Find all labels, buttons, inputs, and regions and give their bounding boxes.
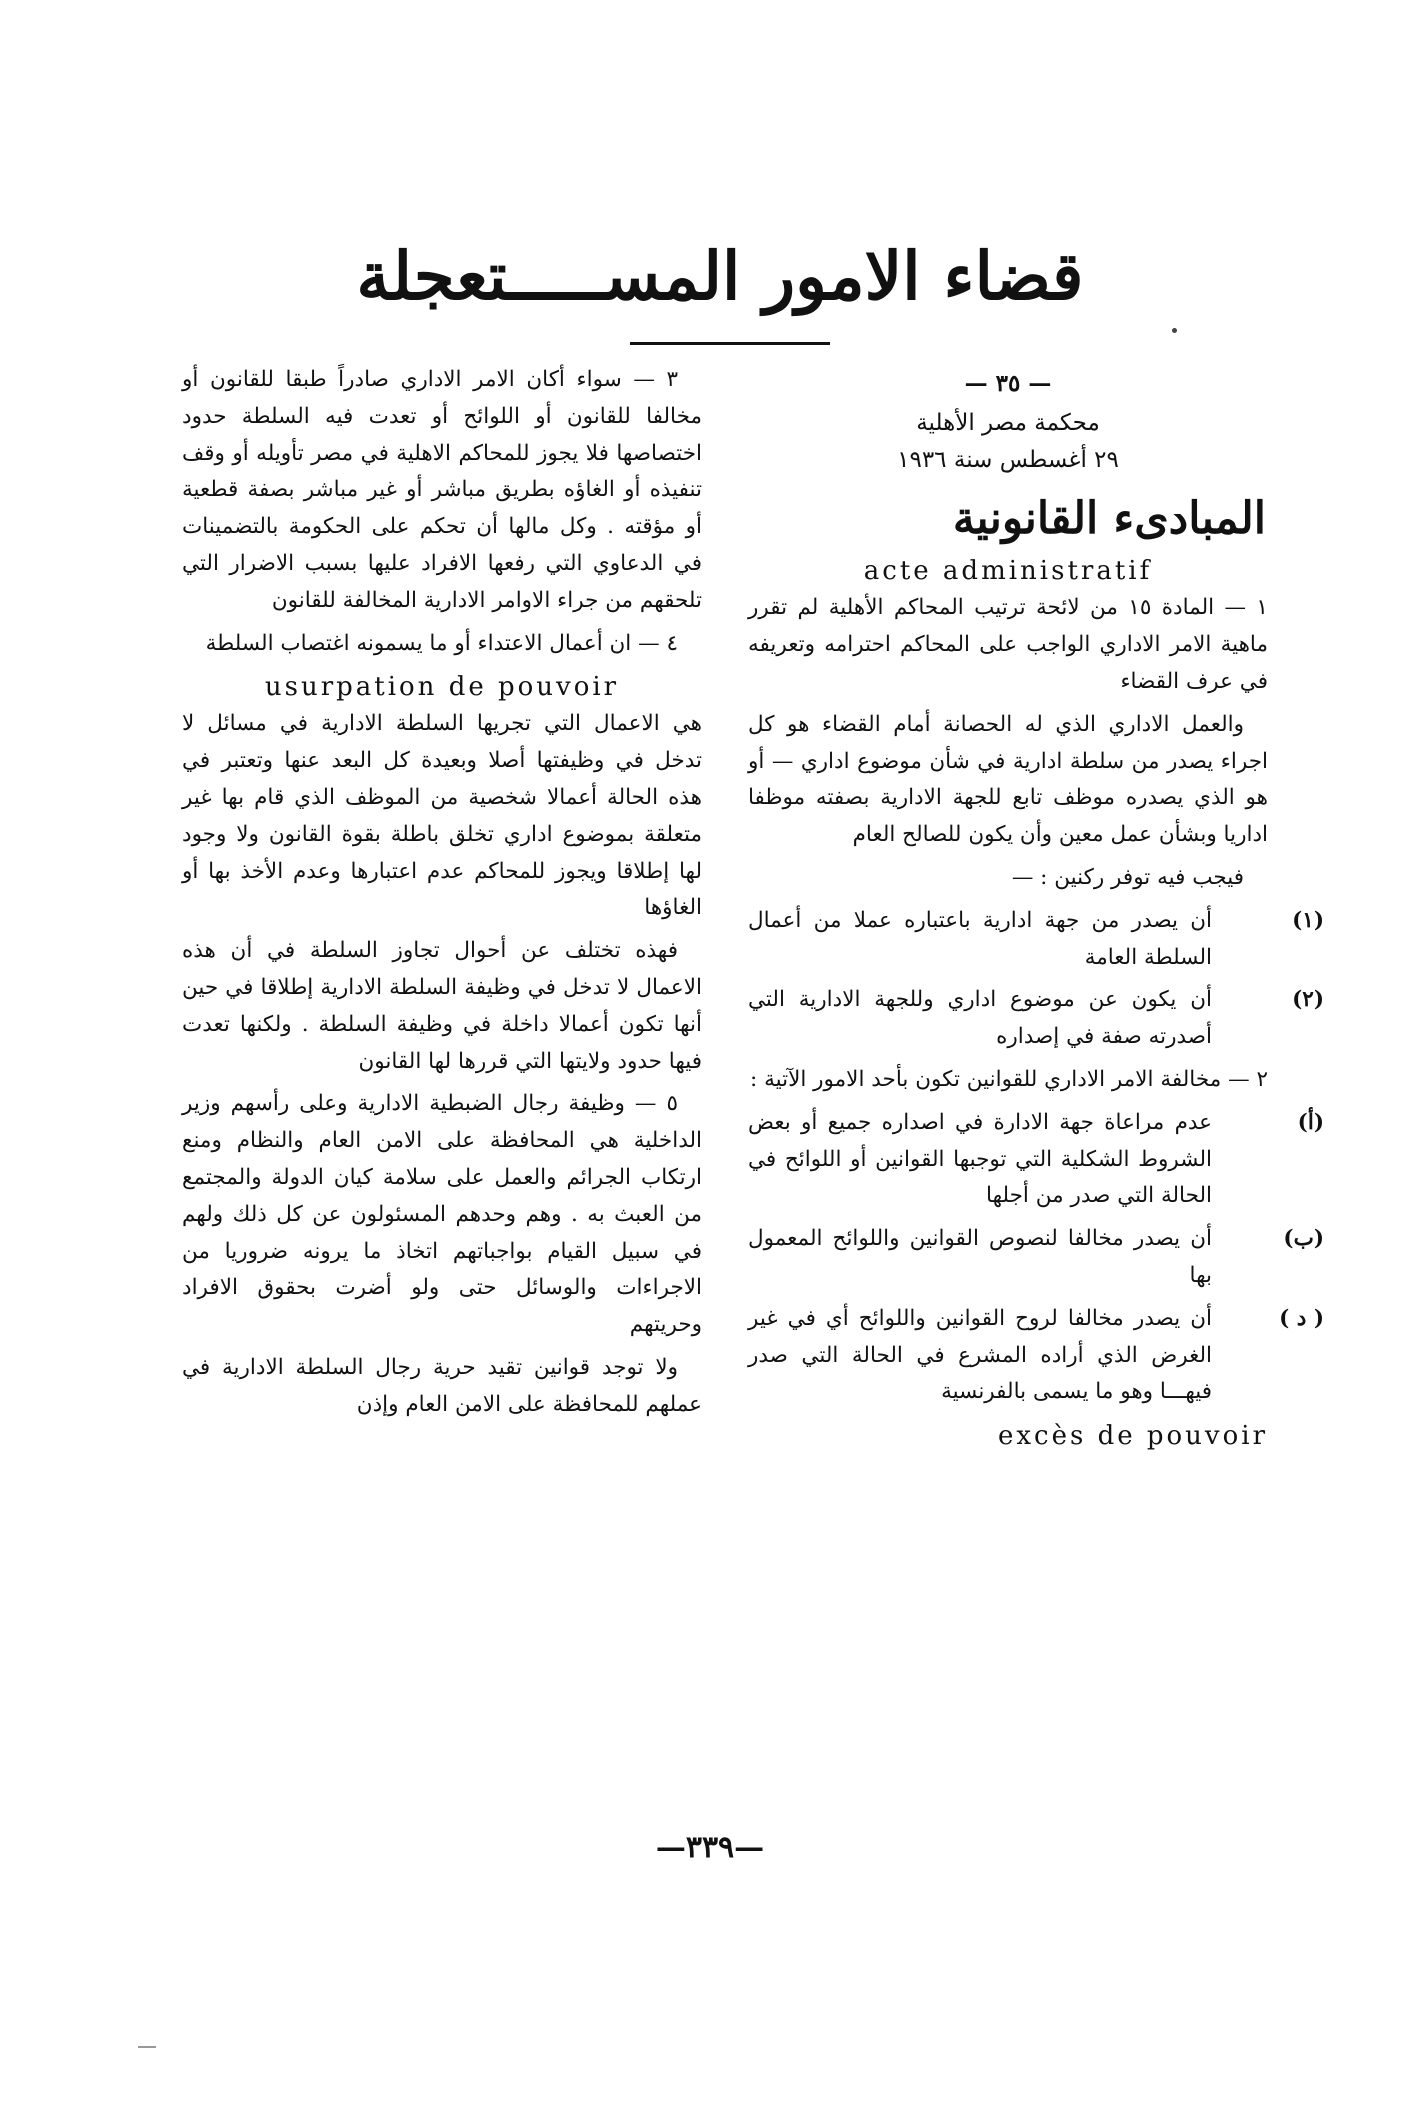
ink-dot xyxy=(1172,328,1177,333)
pillar-1 xyxy=(748,903,1324,977)
judgment-date: ٢٩ أغسطس سنة ١٩٣٦ xyxy=(897,446,1119,473)
case-a-number: (أ) xyxy=(1297,1109,1324,1135)
court-name: محكمة مصر الأهلية xyxy=(916,409,1100,436)
pillar-2-number: (٢) xyxy=(1292,987,1324,1013)
principle-4-body: هي الاعمال التي تجريها السلطة الادارية في مسائل لا تدخل في وظيفتها أصلا وبعيدة كل البعد عنها وتعتبر في هذه الحالة أعمالا شخصية من الموظف الذي قام بها غير متعلقة بموضوع اداري تخلق باطلة بقوة القانون ولا وجود لها إطلاقا ويجوز للمحاكم عدم اعتبارها وعدم الأخذ بها أو الغاؤها xyxy=(182,711,702,921)
case-number: — ٣٥ — xyxy=(964,370,1052,397)
page-title: قضاء الامور المســـــتعجلة xyxy=(356,237,1084,315)
case-d xyxy=(748,1301,1324,1411)
pillar-2 xyxy=(748,982,1324,1056)
principle-4-intro: ٤ — ان أعمال الاعتداء أو ما يسمونه اغتصاب السلطة xyxy=(205,630,678,656)
principles-heading: المبادىء القانونية xyxy=(952,493,1266,545)
latin-term-exces: excès de pouvoir xyxy=(997,1421,1268,1452)
case-a xyxy=(748,1105,1324,1215)
case-b xyxy=(748,1221,1324,1295)
principle-1-definition: والعمل الاداري الذي له الحصانة أمام القضاء هو كل اجراء يصدر من سلطة ادارية في شأن موضوع اداري — أو هو الذي يصدره موظف تابع للجهة الادارية بصفته موظفا اداريا وبشأن عمل معين وأن يكون للصالح العام xyxy=(748,711,1268,848)
page-number: —٣٣٩— xyxy=(655,1830,765,1865)
left-column xyxy=(182,362,702,1430)
principle-4-distinction: فهذه تختلف عن أحوال تجاوز السلطة في أن هذه الاعمال لا تدخل في وظيفة السلطة الادارية إطلاقا في حين أنها تكون أعمالا داخلة في وظيفة السلطة . ولكنها تعدت فيها حدود ولايتها التي قررها لها القانون xyxy=(182,938,702,1074)
right-column xyxy=(748,362,1324,1455)
principle-5: ٥ — وظيفة رجال الضبطية الادارية وعلى رأسهم وزير الداخلية هي المحافظة على الامن العام والنظام ومنع ارتكاب الجرائم والعمل على سلامة كيان الدولة والمجتمع من العبث به . وهم وحدهم المسئولون عن كل ذلك ولهم في سبيل القيام بواجباتهم اتخاذ ما يرونه ضروريا من الاجراءات والوسائل حتى ولو أضرت بحقوق الافراد وحريتهم xyxy=(182,1091,702,1338)
case-b-number: (ب) xyxy=(1283,1226,1324,1252)
case-a-text: عدم مراعاة جهة الادارة في اصداره جميع أو بعض الشروط الشكلية التي توجبها القوانين أو اللوائح في الحالة التي صدر من أجلها xyxy=(748,1109,1212,1209)
title-underline xyxy=(630,342,830,345)
scan-edge-mark xyxy=(138,2046,156,2048)
pillar-1-text: أن يصدر من جهة ادارية باعتباره عملا من أعمال السلطة العامة xyxy=(748,907,1212,970)
principle-5-continued: ولا توجد قوانين تقيد حرية رجال السلطة الادارية في عملهم للمحافظة على الامن العام وإذن xyxy=(182,1354,702,1417)
case-d-text: أن يصدر مخالفا لروح القوانين واللوائح أي في غير الغرض الذي أراده المشرع في الحالة التي صدر فيهـــا وهو ما يسمى بالفرنسية xyxy=(748,1305,1212,1405)
principle-3: ٣ — سواء أكان الامر الاداري صادراً طبقا للقانون أو مخالفا للقانون أو اللوائح أو تعدت فيه السلطة حدود اختصاصها فلا يجوز للمحاكم الاهلية في مصر تأويله أو وقف تنفيذه أو الغاؤه بطريق مباشر أو غير مباشر بصفة قطعية أو مؤقته . وكل مالها أن تحكم على الحكومة بالتضمينات في الدعاوي التي رفعها الافراد عليها بسبب الاضرار التي تلحقهم من جراء الاوامر الادارية المخالفة للقانون xyxy=(182,367,702,613)
case-b-text: أن يصدر مخالفا لنصوص القوانين واللوائح المعمول بها xyxy=(748,1226,1212,1288)
two-pillars-intro: فيجب فيه توفر ركنين : — xyxy=(1011,864,1244,890)
latin-term-usurpation: usurpation de pouvoir xyxy=(264,672,620,703)
case-d-number: ( د ) xyxy=(1279,1305,1324,1331)
principle-2: ٢ — مخالفة الامر الاداري للقوانين تكون بأحد الامور الآتية : xyxy=(750,1066,1268,1092)
pillar-2-text: أن يكون عن موضوع اداري وللجهة الادارية التي أصدرته صفة في إصداره xyxy=(748,987,1212,1050)
pillar-1-number: (١) xyxy=(1292,907,1324,933)
latin-term-acte: acte administratif xyxy=(863,556,1153,587)
principle-1: ١ — المادة ١٥ من لائحة ترتيب المحاكم الأهلية لم تقرر ماهية الامر الاداري الواجب على المحاكم احترامه وتعريفه في عرف القضاء xyxy=(748,595,1268,694)
